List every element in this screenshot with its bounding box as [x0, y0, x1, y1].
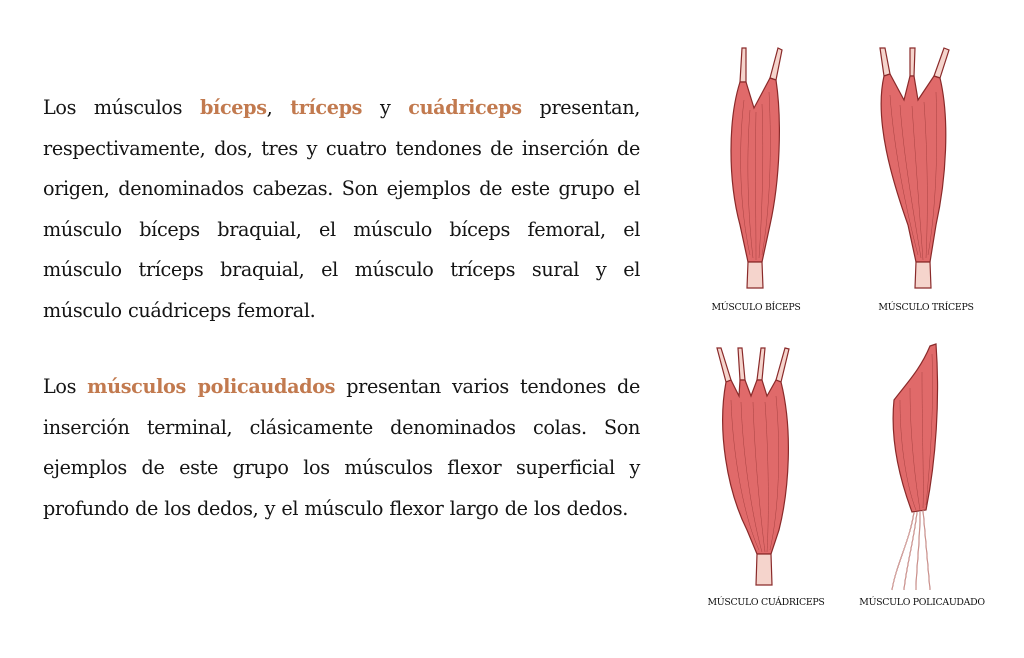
policaudado-muscle-illustration [870, 340, 960, 595]
text-segment: Los músculos [43, 96, 200, 119]
text-segment: presentan, respectivamente, dos, tres y cuatro tendones de inserción de origen, denominados cabezas. Son ejemplos de este grupo el músculo bíceps braquial, el músculo bíceps femoral, el músculo tríceps braquial, el músculo tríceps sural y el músculo cuádriceps femoral. [43, 96, 641, 322]
text-segment: y [362, 96, 409, 119]
text-segment: presentan varios tendones de inserción terminal, clásicamente denominados colas. Son ejemplos de este grupo los músculos flexor superficial y profundo de los dedos, y el músculo flexor largo de los dedos. [43, 375, 640, 520]
policaudado-label: MÚSCULO POLICAUDADO [859, 597, 985, 608]
highlight-cuadriceps: cuádriceps [408, 96, 522, 119]
cuadriceps-label: MÚSCULO CUÁDRICEPS [707, 597, 825, 608]
biceps-muscle-illustration [700, 40, 810, 295]
triceps-muscle-illustration [860, 40, 990, 295]
text-segment: , [266, 96, 291, 119]
paragraph-colas [43, 367, 640, 529]
paragraph-cabezas [43, 88, 640, 331]
cuadriceps-muscle-illustration [705, 340, 815, 595]
highlight-policaudados: músculos policaudados [87, 375, 336, 398]
triceps-label: MÚSCULO TRÍCEPS [878, 302, 974, 313]
highlight-biceps: bíceps [199, 96, 267, 119]
biceps-label: MÚSCULO BÍCEPS [711, 302, 801, 313]
highlight-triceps: tríceps [290, 96, 363, 119]
text-segment: Los [43, 375, 88, 398]
